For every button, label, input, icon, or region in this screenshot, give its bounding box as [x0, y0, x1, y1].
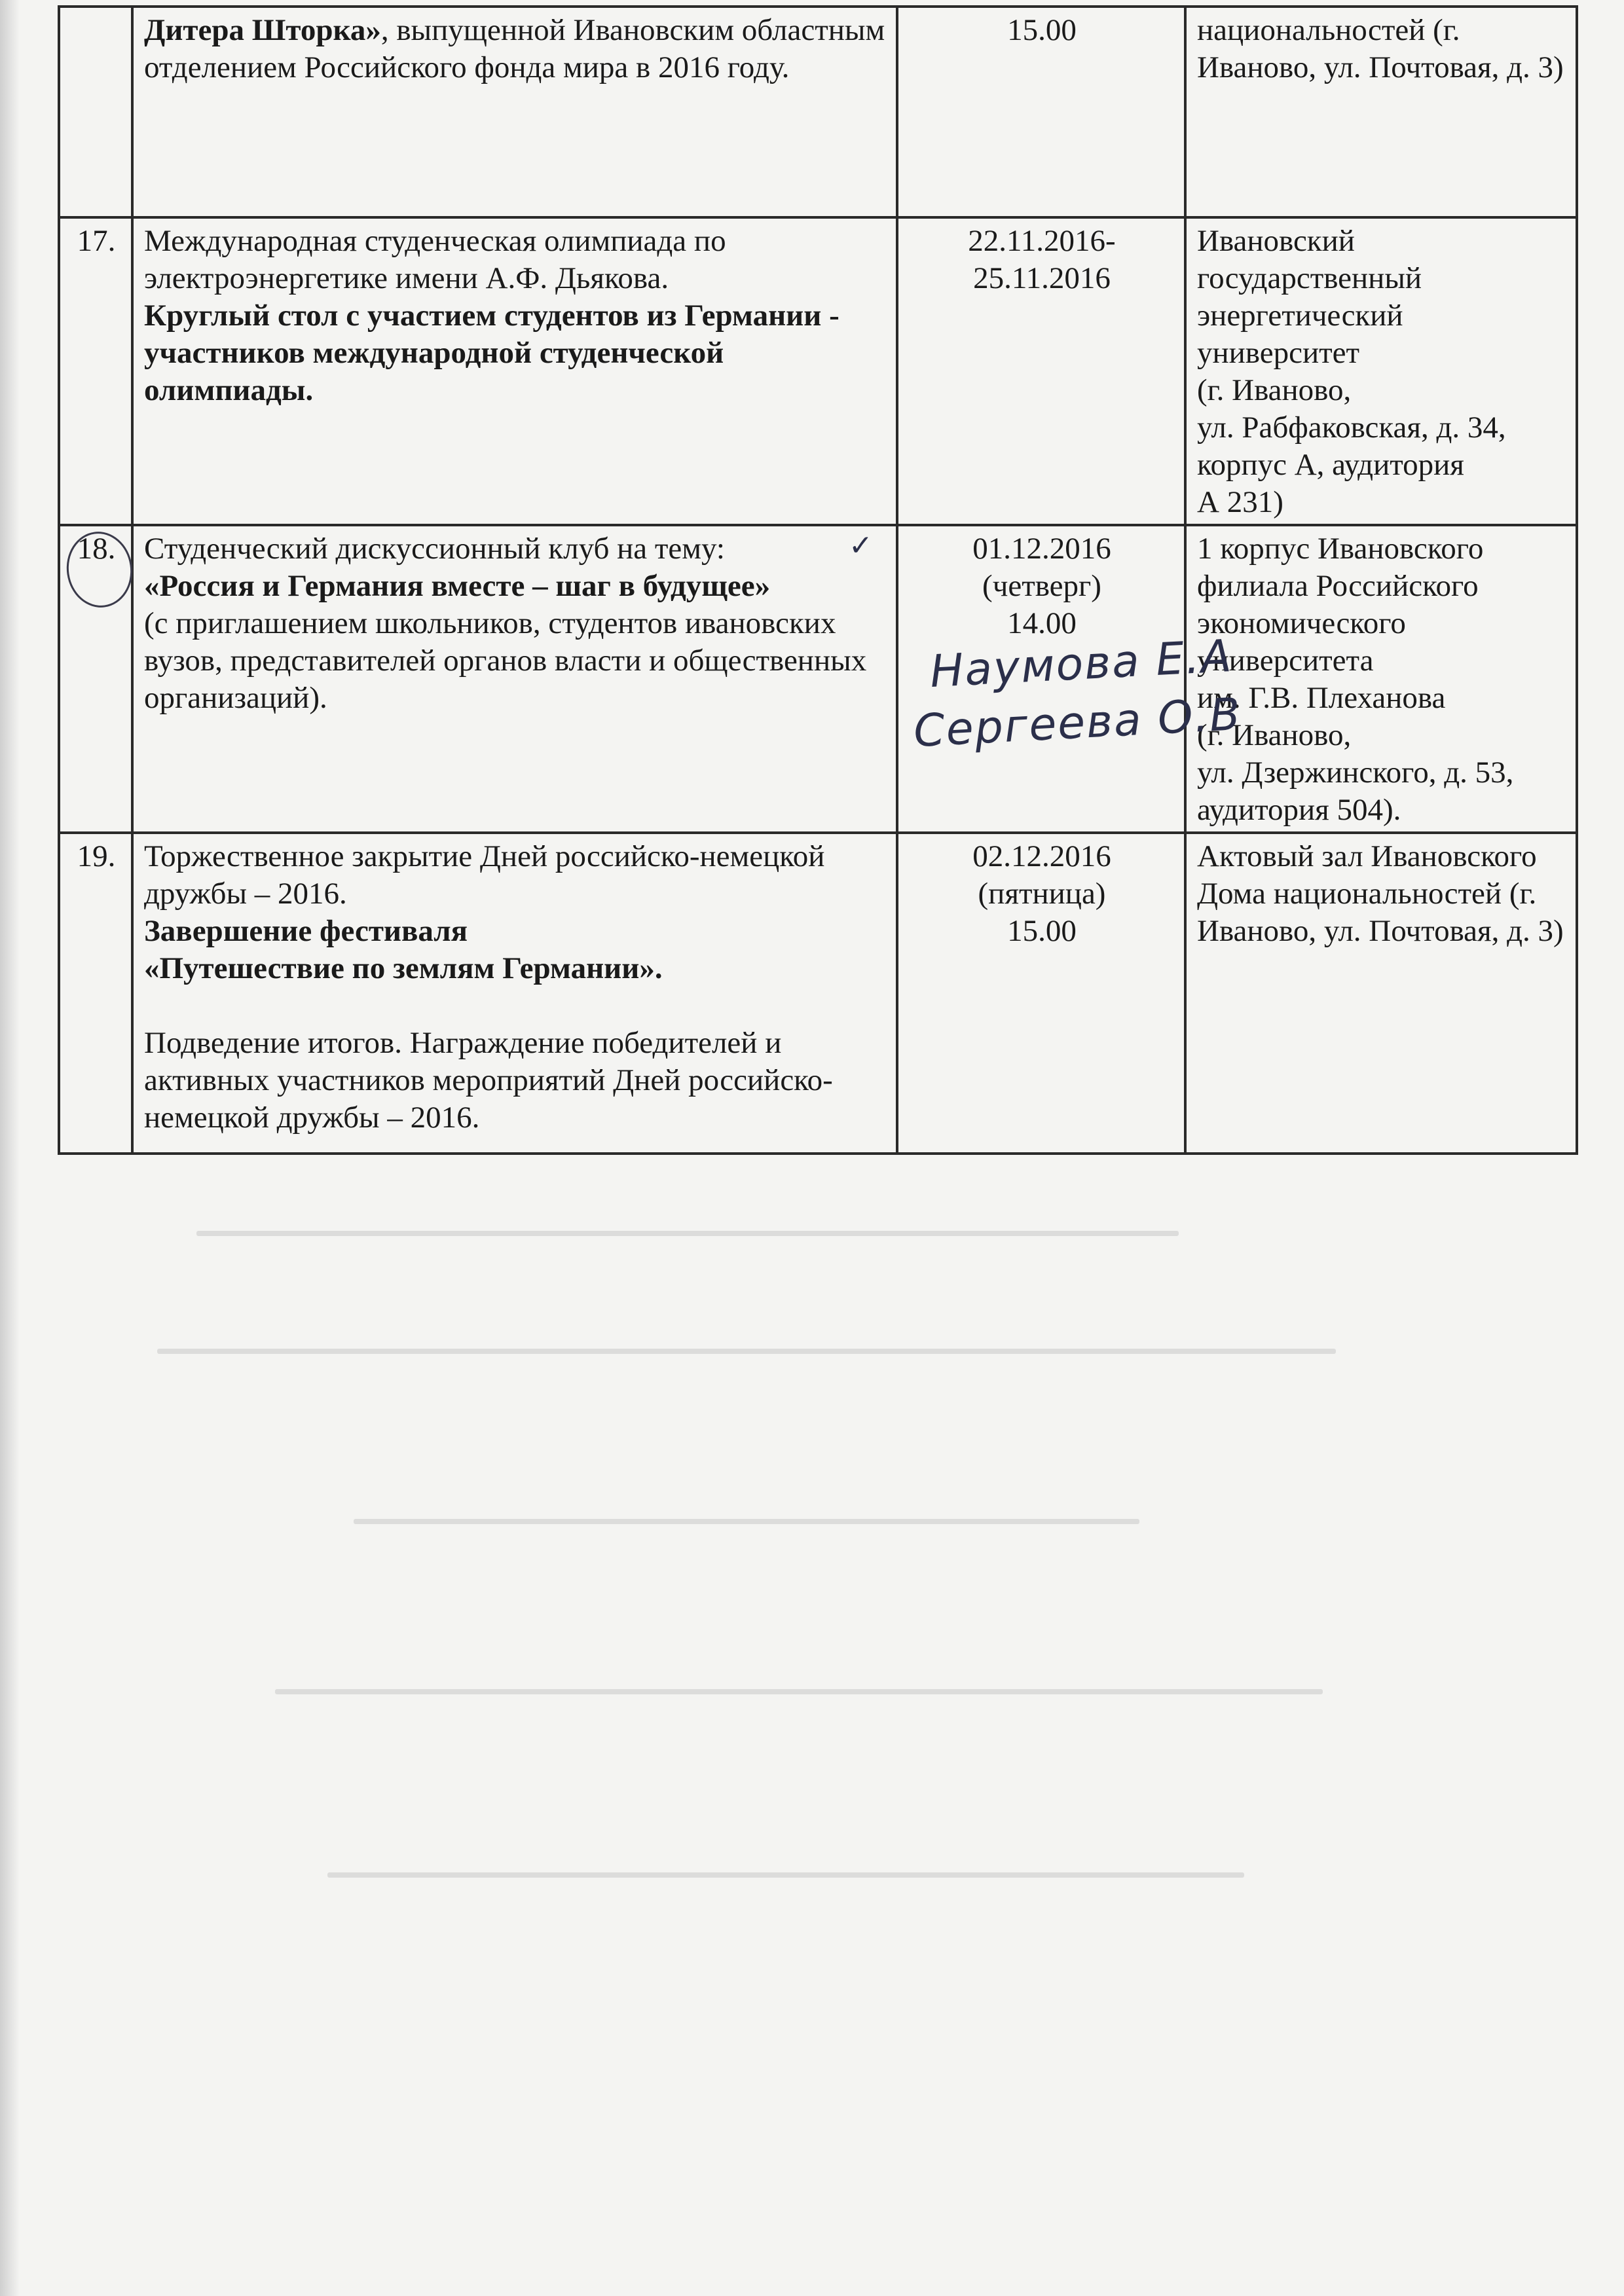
table-row	[59, 525, 1577, 833]
place-cell: Актовый зал Ивановского Дома национальностей (г. Иваново, ул. Почтовая, д. 3)	[1185, 833, 1577, 1154]
weekday-line: (четверг)	[982, 569, 1101, 603]
place-line: (г. Иваново,	[1197, 373, 1352, 407]
table-row	[59, 217, 1577, 525]
event-cell	[132, 217, 897, 525]
events-table	[58, 5, 1578, 1155]
row-number	[59, 7, 132, 217]
table-row	[59, 833, 1577, 1154]
checkmark-icon: ✓	[849, 529, 873, 562]
place-cell: национальностей (г. Иваново, ул. Почтовая, д. 3)	[1185, 7, 1577, 217]
hand-drawn-circle	[62, 528, 137, 612]
row-number	[59, 525, 132, 833]
place-line: (г. Иваново,	[1197, 718, 1352, 752]
weekday-line: (пятница)	[978, 877, 1106, 911]
place-line: А 231)	[1197, 485, 1283, 519]
date-cell	[897, 833, 1185, 1154]
scan-page-edge	[0, 0, 20, 2296]
place-line: Ивановский государственный энергетический университет	[1197, 224, 1422, 370]
date-line: 01.12.2016	[972, 532, 1111, 566]
row-number: 19.	[59, 833, 132, 1154]
time-line: 15.00	[1007, 914, 1077, 948]
date-line: 02.12.2016	[972, 839, 1111, 873]
event-text: (с приглашением школьников, студентов ивановских вузов, представителей органов власти и общественных организаций).	[144, 606, 867, 715]
event-bold-text: «Путешествие по землям Германии».	[144, 951, 663, 985]
time-line: 14.00	[1007, 606, 1077, 640]
event-text: Торжественное закрытие Дней российско-немецкой дружбы – 2016.	[144, 839, 825, 911]
row-number-text: 18.	[77, 532, 116, 566]
date-cell: 15.00	[897, 7, 1185, 217]
event-bold-text: «Россия и Германия вместе – шаг в будущее»	[144, 569, 771, 603]
place-cell	[1185, 217, 1577, 525]
table-row	[59, 7, 1577, 217]
event-bold-text: Завершение фестиваля	[144, 914, 468, 948]
event-cell	[132, 525, 897, 833]
row-number: 17.	[59, 217, 132, 525]
place-cell	[1185, 525, 1577, 833]
handwritten-name-1: Наумова Е.А	[929, 630, 1234, 699]
event-bold-text: Круглый стол с участием студентов из Германии - участников международной студенческой олимпиады.	[144, 299, 840, 407]
event-cell	[132, 833, 897, 1154]
date-cell: 22.11.2016-25.11.2016	[897, 217, 1185, 525]
event-text: , выпущенной Ивановским областным отделением Российского фонда мира в 2016 году.	[144, 13, 885, 84]
place-line: аудитория 504).	[1197, 793, 1401, 827]
place-line: ул. Дзержинского, д. 53,	[1197, 756, 1514, 790]
place-line: ул. Рабфаковская, д. 34,	[1197, 410, 1506, 445]
event-cell	[132, 7, 897, 217]
place-line: 1 корпус Ивановского филиала Российского экономического университета	[1197, 532, 1484, 678]
handwritten-name-2: Сергеева О.В	[912, 688, 1243, 758]
event-bold-text: Дитера Шторка»	[144, 13, 381, 47]
event-text: Подведение итогов. Награждение победителей и активных участников мероприятий Дней российско-немецкой дружбы – 2016.	[144, 1026, 833, 1135]
place-line: им. Г.В. Плеханова	[1197, 681, 1446, 715]
place-line: корпус А, аудитория	[1197, 448, 1464, 482]
event-text: Студенческий дискуссионный клуб на тему:	[144, 532, 725, 566]
event-text: Международная студенческая олимпиада по электроэнергетике имени А.Ф. Дьякова.	[144, 224, 726, 295]
bleed-through-background	[79, 1152, 1585, 2200]
